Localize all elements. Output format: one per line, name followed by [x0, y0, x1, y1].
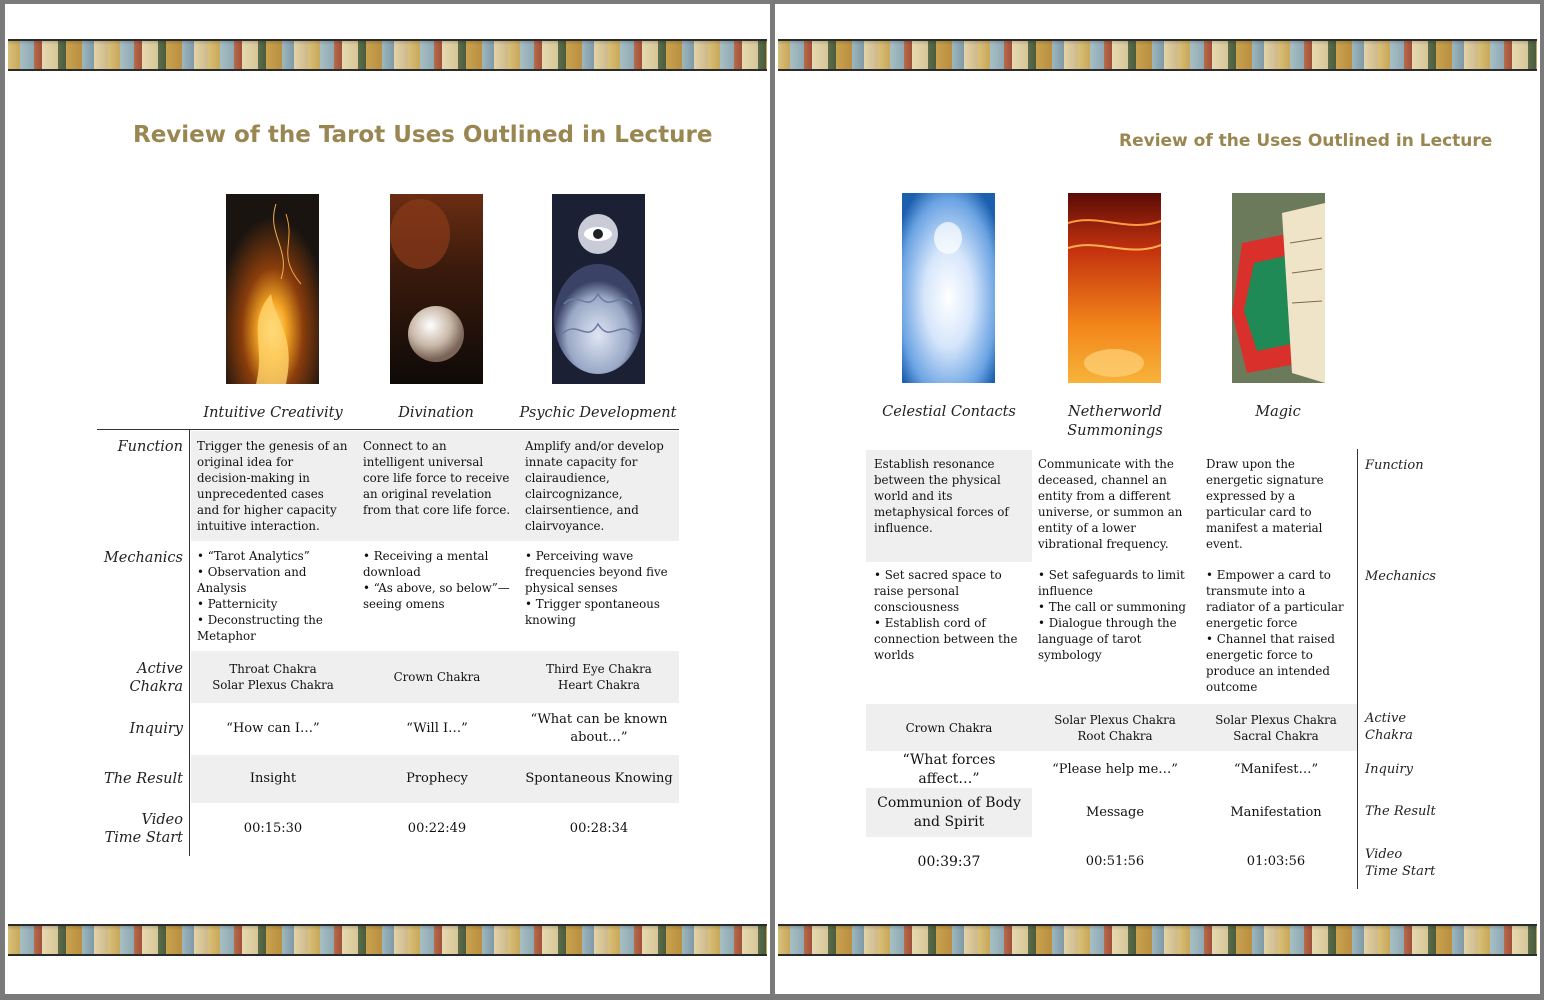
chakra-cell: Throat Chakra Solar Plexus Chakra [212, 662, 334, 692]
row-label-video: Video Time Start [104, 812, 183, 846]
function-cell: Draw upon the energetic signature expressed by a particular card to manifest a material event. [1206, 457, 1324, 551]
result-cell: Message [1085, 804, 1145, 820]
page-left [5, 4, 770, 994]
inquiry-cell: “Please help me…” [1052, 762, 1178, 777]
result-cell: Communion of Body and Spirit [877, 794, 1021, 830]
row-label-function: Function [1365, 458, 1424, 473]
column-header: Magic [1255, 404, 1301, 420]
brain-eye-image [552, 194, 645, 384]
column-header: Netherworld Summonings [1067, 404, 1163, 439]
celestial-light-image [902, 193, 995, 383]
chakra-cell: Crown Chakra [905, 720, 993, 735]
row-label-result: The Result [1365, 804, 1436, 819]
row-label-inquiry: Inquiry [129, 721, 183, 737]
chakra-cell: Third Eye Chakra Heart Chakra [546, 662, 652, 692]
mechanics-cell: • Perceiving wave frequencies beyond five physical senses • Trigger spontaneous knowing [525, 549, 668, 627]
video-time-cell[interactable]: 00:39:37 [917, 853, 981, 870]
magic-bagua-image [1232, 193, 1325, 383]
mechanics-cell: • Empower a card to transmute into a radiator of a particular energetic force • Channel that raised energetic force to produce an intended outcome [1206, 568, 1344, 694]
row-label-mechanics: Mechanics [103, 550, 183, 566]
fire-image [226, 194, 319, 384]
mechanics-cell: • “Tarot Analytics” • Observation and Analysis • Patternicity • Deconstructing the Metaphor [197, 549, 323, 643]
column-header: Divination [398, 405, 474, 421]
row-label-chakra: Active Chakra [129, 661, 183, 695]
inquiry-cell: “Manifest…” [1233, 762, 1319, 777]
chakra-cell: Solar Plexus Chakra Root Chakra [1054, 712, 1176, 743]
function-cell: Establish resonance between the physical world and its metaphysical forces of influence. [874, 457, 1009, 535]
result-cell: Prophecy [406, 771, 468, 786]
video-time-cell[interactable]: 00:22:49 [407, 821, 467, 836]
video-time-cell[interactable]: 00:28:34 [569, 821, 629, 836]
tarot-border-top [778, 39, 1537, 71]
column-header: Celestial Contacts [882, 404, 1016, 420]
inquiry-cell: “What forces affect…” [902, 752, 996, 787]
row-label-video: Video Time Start [1365, 847, 1436, 879]
inquiry-cell: “Will I…” [406, 721, 468, 736]
page-right [775, 4, 1540, 994]
result-cell: Manifestation [1230, 804, 1322, 820]
chakra-cell: Crown Chakra [393, 670, 481, 684]
result-cell: Spontaneous Knowing [525, 771, 673, 786]
video-time-cell[interactable]: 00:15:30 [243, 821, 303, 836]
video-time-cell[interactable]: 00:51:56 [1085, 854, 1145, 869]
mechanics-cell: • Set sacred space to raise personal consciousness • Establish cord of connection between the worlds [874, 568, 1018, 662]
netherworld-flame-image [1068, 193, 1161, 383]
function-cell: Trigger the genesis of an original idea for decision-making in unprecedented cases and for higher capacity intuitive interaction. [197, 439, 348, 533]
label-rule [189, 429, 190, 856]
tarot-border-top [8, 39, 767, 71]
page-title: Review of the Uses Outlined in Lecture [1119, 131, 1493, 151]
row-label-function: Function [117, 439, 183, 455]
result-cell: Insight [249, 771, 297, 786]
inquiry-cell: “What can be known about…” [530, 712, 668, 745]
inquiry-cell: “How can I…” [226, 721, 320, 736]
column-header: Psychic Development [519, 405, 677, 421]
video-time-cell[interactable]: 01:03:56 [1246, 854, 1306, 869]
row-label-chakra: Active Chakra [1365, 711, 1413, 743]
label-rule [1357, 449, 1358, 889]
tarot-border-bottom [8, 924, 767, 956]
chakra-cell: Solar Plexus Chakra Sacral Chakra [1215, 712, 1337, 743]
function-cell: Connect to an intelligent universal core life force to receive an original revelation from that core life force. [363, 439, 511, 517]
function-cell: Amplify and/or develop innate capacity for clairaudience, claircognizance, clairsentience, and clairvoyance. [525, 439, 664, 533]
row-label-inquiry: Inquiry [1365, 762, 1413, 777]
page-title: Review of the Tarot Uses Outlined in Lecture [133, 122, 713, 148]
row-label-mechanics: Mechanics [1365, 569, 1436, 584]
row-label-result: The Result [104, 771, 183, 787]
tarot-border-bottom [778, 924, 1537, 956]
column-header: Intuitive Creativity [203, 405, 343, 421]
mechanics-cell: • Set safeguards to limit influence • The call or summoning • Dialogue through the language of tarot symbology [1038, 568, 1186, 662]
crystal-ball-image [390, 194, 483, 384]
mechanics-cell: • Receiving a mental download • “As above, so below”—seeing omens [363, 549, 510, 611]
header-rule [97, 429, 679, 430]
function-cell: Communicate with the deceased, channel an entity from a different universe, or summon an entity of a lower vibrational frequency. [1038, 457, 1183, 551]
